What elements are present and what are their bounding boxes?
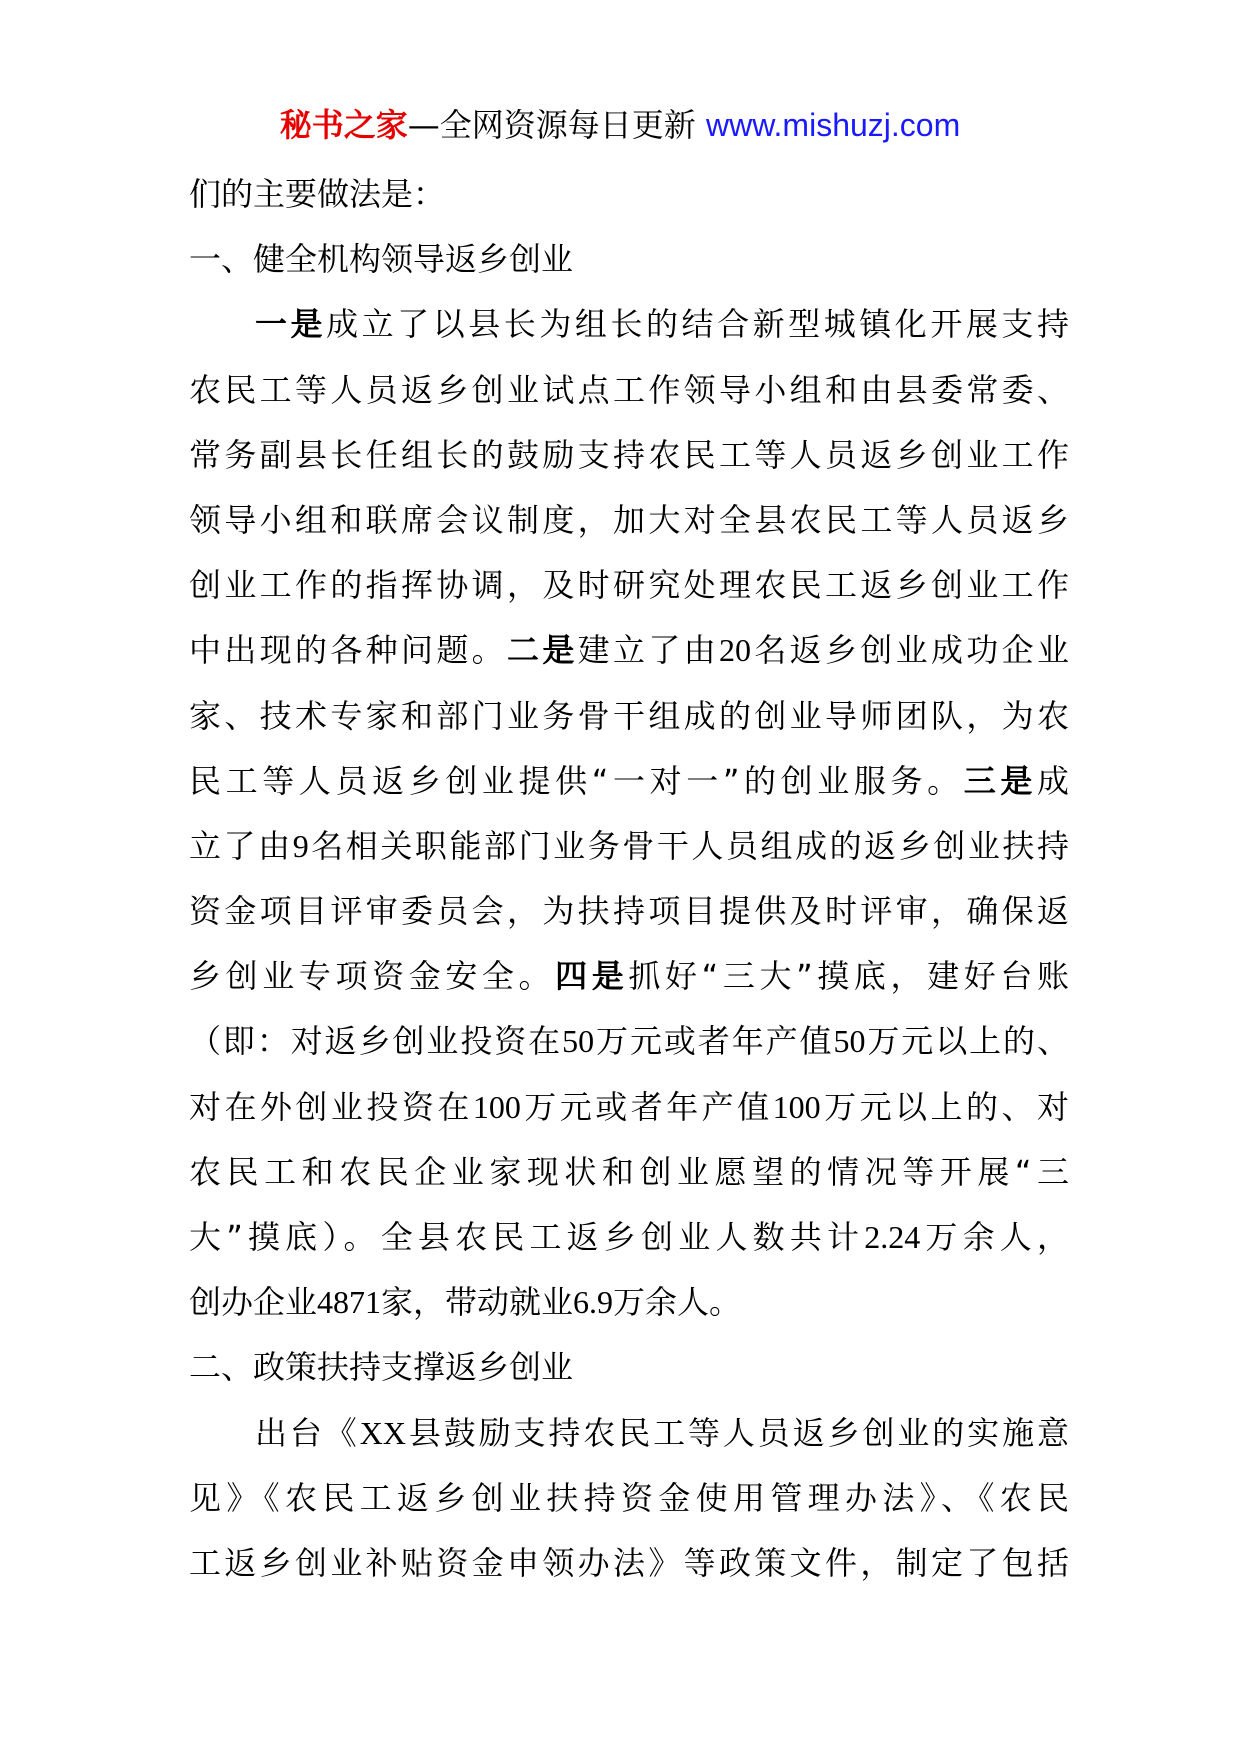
point-marker: 四是: [555, 957, 629, 996]
document-body: [189, 162, 1069, 1596]
text-line: 资金项目评审委员会，为扶持项目提供及时评审，确保返: [189, 892, 1069, 931]
text-line: 出台《XX县鼓励支持农民工等人员返乡创业的实施意: [255, 1413, 1069, 1452]
text-line: 一是成立了以县长为组长的结合新型城镇化开展支持: [255, 305, 1069, 344]
point-marker: 二是: [506, 631, 578, 670]
text-line: 民工等人员返乡创业提供“一对一”的创业服务。三是成: [189, 761, 1069, 800]
text-line: 立了由9名相关职能部门业务骨干人员组成的返乡创业扶持: [189, 826, 1069, 865]
text-line: 乡创业专项资金安全。四是抓好“三大”摸底，建好台账: [189, 957, 1069, 996]
section-heading-1: 一、健全机构领导返乡创业: [189, 240, 574, 279]
text-line: 领导小组和联席会议制度，加大对全县农民工等人员返乡: [189, 500, 1069, 539]
site-watermark-header: [0, 100, 1240, 150]
text-line: 农民工和农民企业家现状和创业愿望的情况等开展“三: [189, 1152, 1069, 1191]
header-tagline: —全网资源每日更新: [407, 106, 706, 144]
brand-name: 秘书之家: [279, 106, 408, 144]
point-marker: 三是: [963, 761, 1037, 800]
text-line: （即：对返乡创业投资在50万元或者年产值50万元以上的、: [189, 1022, 1069, 1061]
site-url: www.mishuzj.com: [705, 107, 961, 143]
text-line: 们的主要做法是：: [189, 175, 446, 213]
text-line: 创办企业4871家，带动就业6.9万余人。: [189, 1283, 742, 1322]
text-line: 工返乡创业补贴资金申领办法》等政策文件，制定了包括: [189, 1543, 1069, 1582]
text-line: 中出现的各种问题。二是建立了由20名返乡创业成功企业: [189, 631, 1069, 670]
section-heading-2: 二、政策扶持支撑返乡创业: [189, 1348, 574, 1387]
text-line: 家、技术专家和部门业务骨干组成的创业导师团队，为农: [189, 696, 1069, 735]
text-line: 创业工作的指挥协调，及时研究处理农民工返乡创业工作: [189, 566, 1069, 605]
text-line: 对在外创业投资在100万元或者年产值100万元以上的、对: [189, 1087, 1069, 1126]
text-line: 大”摸底）。全县农民工返乡创业人数共计2.24万余人，: [189, 1218, 1069, 1256]
text-line: 农民工等人员返乡创业试点工作领导小组和由县委常委、: [189, 370, 1069, 409]
text-line: 常务副县长任组长的鼓励支持农民工等人员返乡创业工作: [189, 435, 1069, 474]
text-line: 见》《农民工返乡创业扶持资金使用管理办法》、《农民: [189, 1478, 1069, 1517]
point-marker: 一是: [255, 305, 327, 344]
